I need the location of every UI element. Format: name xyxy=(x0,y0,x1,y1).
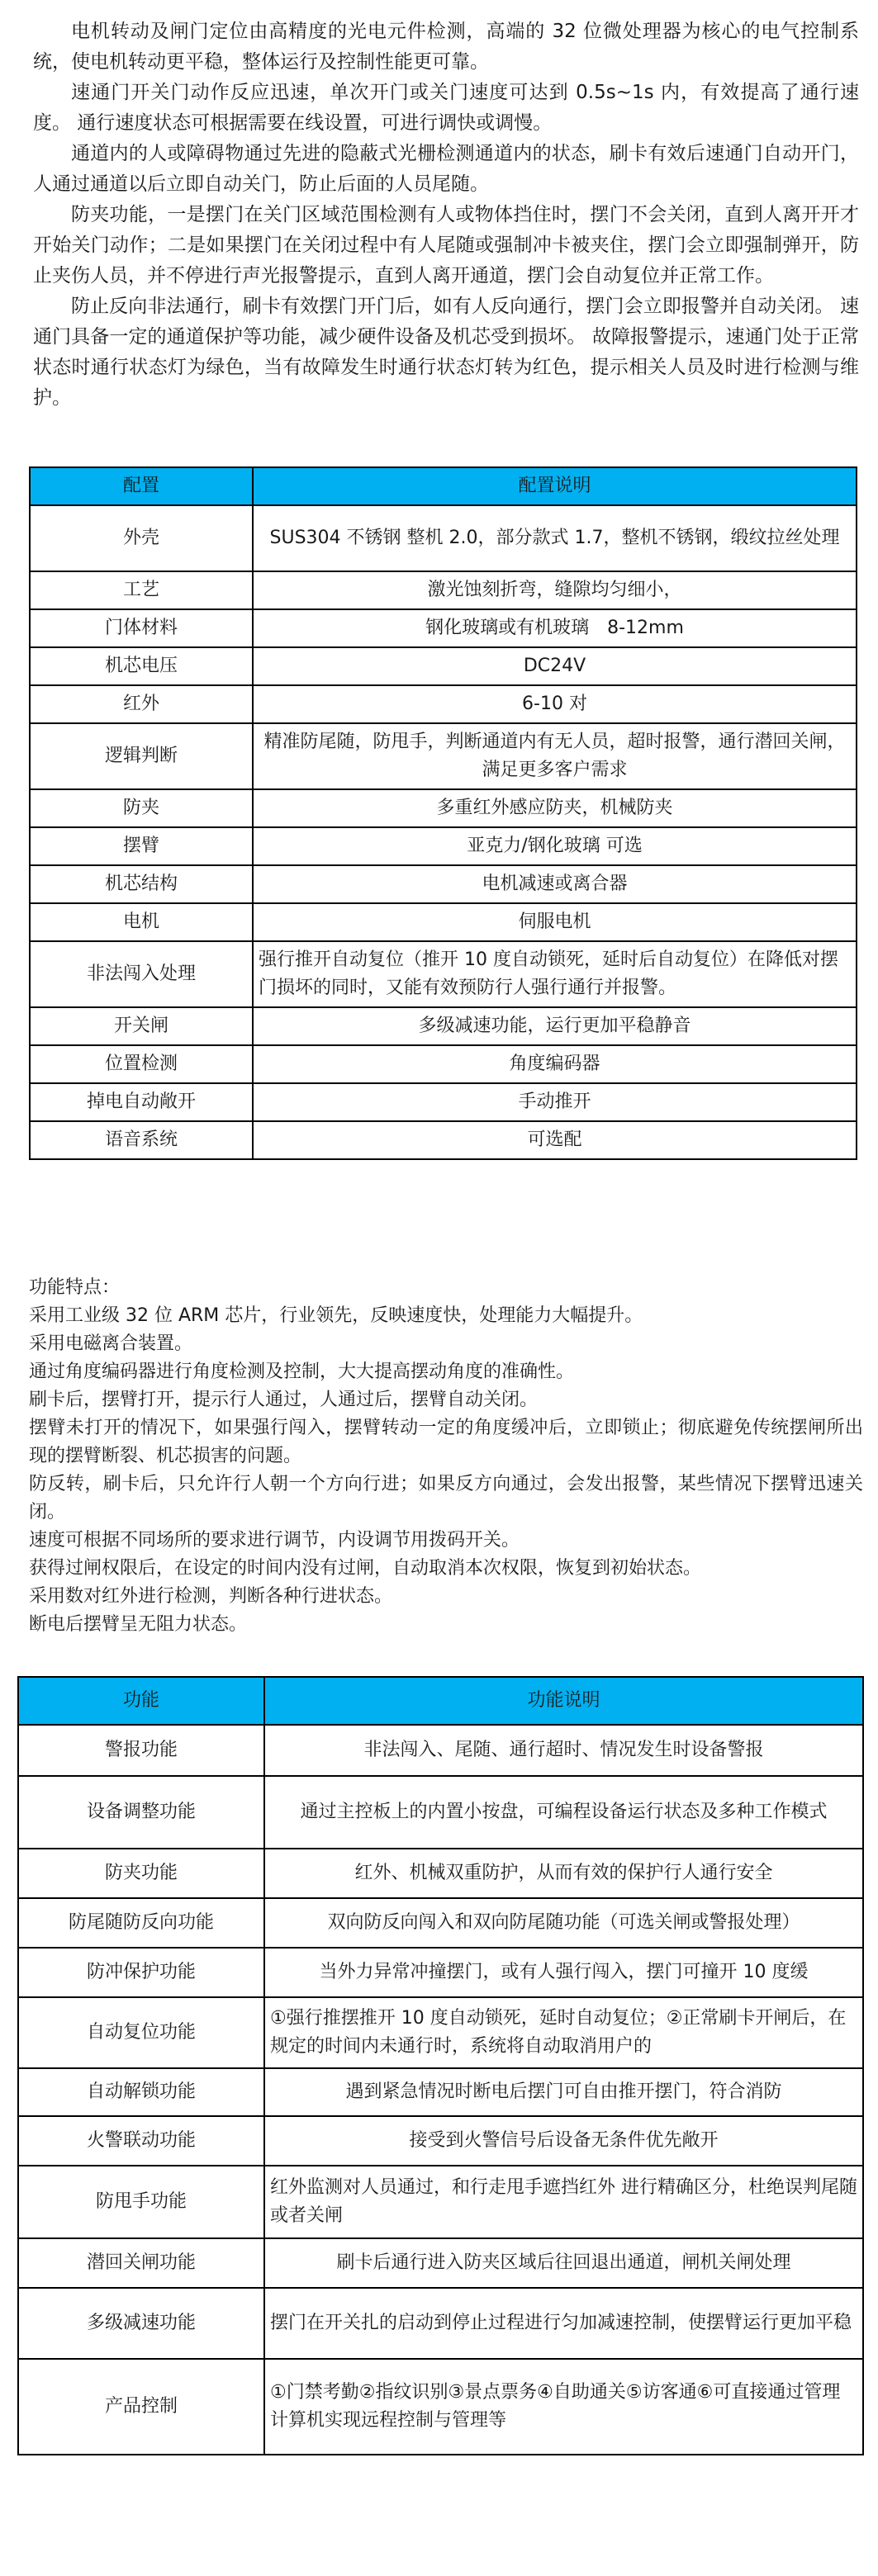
table-row xyxy=(30,685,857,723)
feature-item: 采用工业级 32 位 ARM 芯片，行业领先，反映速度快，处理能力大幅提升。 xyxy=(29,1305,643,1326)
column-header: 配置说明 xyxy=(253,467,857,505)
table-header-row xyxy=(18,1677,863,1725)
table-row xyxy=(18,1997,863,2068)
row-label: 火警联动功能 xyxy=(18,2116,264,2166)
row-value: 角度编码器 xyxy=(253,1045,857,1083)
intro-paragraph: 防夹功能，一是摆门在关门区域范围检测有人或物体挡住时，摆门不会关闭，直到人离开开才开始关门动作；二是如果摆门在关闭过程中有人尾随或强制冲卡被夹住，摆门会立即强制弹开，防止夹伤人员，并不停进行声光报警提示，直到人离开通道，摆门会自动复位并正常工作。 xyxy=(33,204,859,286)
row-value: 伺服电机 xyxy=(253,903,857,941)
row-value: 刷卡后通行进入防夹区域后往回退出通道，闸机关闸处理 xyxy=(264,2238,863,2288)
feature-item: 断电后摆臂呈无阻力状态。 xyxy=(29,1614,248,1635)
row-value: 当外力异常冲撞摆门，或有人强行闯入，摆门可撞开 10 度缓 xyxy=(264,1948,863,1997)
intro-paragraph: 电机转动及闸门定位由高精度的光电元件检测，高端的 32 位微处理器为核心的电气控制系统，使电机转动更平稳，整体运行及控制性能更可靠。 xyxy=(33,21,859,73)
intro-paragraph: 速通门开关门动作反应迅速，单次开门或关门速度可达到 0.5s~1s 内，有效提高了通行速度。 通行速度状态可根据需要在线设置，可进行调快或调慢。 xyxy=(33,82,859,134)
feature-item: 获得过闸权限后，在设定的时间内没有过闸，自动取消本次权限，恢复到初始状态。 xyxy=(29,1558,702,1579)
row-label: 位置检测 xyxy=(30,1045,253,1083)
row-value: 亚克力/钢化玻璃 可选 xyxy=(253,827,857,865)
row-label: 自动复位功能 xyxy=(18,1997,264,2068)
table-row xyxy=(18,2359,863,2455)
table-row xyxy=(18,1725,863,1776)
row-value: 接受到火警信号后设备无条件优先敞开 xyxy=(264,2116,863,2166)
table-header-row xyxy=(30,467,857,505)
row-label: 设备调整功能 xyxy=(18,1776,264,1849)
feature-item: 通过角度编码器进行角度检测及控制，大大提高摆动角度的准确性。 xyxy=(29,1361,575,1382)
table-row xyxy=(18,2068,863,2116)
row-value: 6-10 对 xyxy=(253,685,857,723)
row-label: 产品控制 xyxy=(18,2359,264,2455)
table-row xyxy=(30,723,857,789)
row-value: 强行推开自动复位（推开 10 度自动锁死，延时后自动复位）在降低对摆门损坏的同时，又能有效预防行人强行通行并报警。 xyxy=(253,941,857,1007)
row-label: 语音系统 xyxy=(30,1121,253,1159)
row-value: 多重红外感应防夹，机械防夹 xyxy=(253,789,857,827)
feature-item: 采用电磁离合装置。 xyxy=(29,1333,193,1354)
table-row xyxy=(30,1007,857,1045)
column-header: 配置 xyxy=(30,467,253,505)
table-row xyxy=(18,1849,863,1898)
table-row xyxy=(30,903,857,941)
table-row xyxy=(30,1045,857,1083)
row-value: 手动推开 xyxy=(253,1083,857,1121)
table-row xyxy=(18,2116,863,2166)
table-row xyxy=(30,647,857,685)
row-label: 防尾随防反向功能 xyxy=(18,1898,264,1948)
column-header: 功能 xyxy=(18,1677,264,1725)
table-row xyxy=(18,1776,863,1849)
row-label: 防夹 xyxy=(30,789,253,827)
row-label: 开关闸 xyxy=(30,1007,253,1045)
row-value: 双向防反向闯入和双向防尾随功能（可选关闸或警报处理） xyxy=(264,1898,863,1948)
function-table xyxy=(17,1676,864,2455)
row-value: DC24V xyxy=(253,647,857,685)
row-value: 激光蚀刻折弯，缝隙均匀细小， xyxy=(253,571,857,609)
intro-section xyxy=(33,17,859,414)
table-row xyxy=(30,789,857,827)
row-label: 机芯结构 xyxy=(30,865,253,903)
row-label: 机芯电压 xyxy=(30,647,253,685)
row-value: 多级减速功能，运行更加平稳静音 xyxy=(253,1007,857,1045)
column-header: 功能说明 xyxy=(264,1677,863,1725)
table-row xyxy=(18,2166,863,2238)
features-heading: 功能特点： xyxy=(29,1277,121,1298)
row-value: 非法闯入、尾随、通行超时、情况发生时设备警报 xyxy=(264,1725,863,1776)
row-value: ①门禁考勤②指纹识别③景点票务④自助通关⑤访客通⑥可直接通过管理计算机实现远程控制与管理等 xyxy=(264,2359,863,2455)
row-label: 工艺 xyxy=(30,571,253,609)
row-label: 门体材料 xyxy=(30,609,253,647)
intro-paragraph: 防止反向非法通行，刷卡有效摆门开门后，如有人反向通行，摆门会立即报警并自动关闭。 速通门具备一定的通道保护等功能，减少硬件设备及机芯受到损坏。 故障报警提示，速通门处于正常状态时通行状态灯为绿色，当有故障发生时通行状态灯转为红色，提示相关人员及时进行检测与维护。 xyxy=(33,296,859,409)
row-label: 自动解锁功能 xyxy=(18,2068,264,2116)
table-row xyxy=(30,1121,857,1159)
table-row xyxy=(30,865,857,903)
row-value: 红外监测对人员通过，和行走甩手遮挡红外 进行精确区分，杜绝误判尾随或者关闸 xyxy=(264,2166,863,2238)
row-label: 防夹功能 xyxy=(18,1849,264,1898)
table-row xyxy=(30,609,857,647)
row-label: 非法闯入处理 xyxy=(30,941,253,1007)
row-value: SUS304 不锈钢 整机 2.0，部分款式 1.7，整机不锈钢，缎纹拉丝处理 xyxy=(253,505,857,571)
table-row xyxy=(30,827,857,865)
row-value: 通过主控板上的内置小按盘，可编程设备运行状态及多种工作模式 xyxy=(264,1776,863,1849)
row-label: 潜回关闸功能 xyxy=(18,2238,264,2288)
table-row xyxy=(30,941,857,1007)
feature-item: 速度可根据不同场所的要求进行调节，内设调节用拨码开关。 xyxy=(29,1530,520,1551)
row-label: 防冲保护功能 xyxy=(18,1948,264,1997)
intro-paragraph: 通道内的人或障碍物通过先进的隐蔽式光栅检测通道内的状态，刷卡有效后速通门自动开门，人通过通道以后立即自动关门，防止后面的人员尾随。 xyxy=(33,143,859,195)
config-table xyxy=(29,466,857,1160)
features-section xyxy=(29,1274,863,1639)
row-label: 逻辑判断 xyxy=(30,723,253,789)
row-label: 警报功能 xyxy=(18,1725,264,1776)
feature-item: 刷卡后，摆臂打开，提示行人通过，人通过后，摆臂自动关闭。 xyxy=(29,1390,539,1410)
table-row xyxy=(18,1948,863,1997)
feature-item: 摆臂未打开的情况下，如果强行闯入，摆臂转动一定的角度缓冲后，立即锁止；彻底避免传统摆闸所出现的摆臂断裂、机芯损害的问题。 xyxy=(29,1418,863,1466)
table-row xyxy=(30,571,857,609)
row-value: ①强行推摆推开 10 度自动锁死，延时自动复位；②正常刷卡开闸后，在规定的时间内未通行时，系统将自动取消用户的 xyxy=(264,1997,863,2068)
table-row xyxy=(18,1898,863,1948)
row-label: 多级减速功能 xyxy=(18,2288,264,2359)
table-row xyxy=(18,2288,863,2359)
row-value: 可选配 xyxy=(253,1121,857,1159)
row-value: 电机减速或离合器 xyxy=(253,865,857,903)
feature-item: 防反转，刷卡后，只允许行人朝一个方向行进；如果反方向通过，会发出报警，某些情况下摆臂迅速关闭。 xyxy=(29,1474,863,1522)
table-row xyxy=(18,2238,863,2288)
table-row xyxy=(30,505,857,571)
row-value: 红外、机械双重防护，从而有效的保护行人通行安全 xyxy=(264,1849,863,1898)
table-row xyxy=(30,1083,857,1121)
row-value: 钢化玻璃或有机玻璃 8-12mm xyxy=(253,609,857,647)
row-label: 防甩手功能 xyxy=(18,2166,264,2238)
row-label: 摆臂 xyxy=(30,827,253,865)
row-label: 红外 xyxy=(30,685,253,723)
feature-item: 采用数对红外进行检测，判断各种行进状态。 xyxy=(29,1586,393,1607)
row-label: 掉电自动敞开 xyxy=(30,1083,253,1121)
row-label: 电机 xyxy=(30,903,253,941)
row-value: 遇到紧急情况时断电后摆门可自由推开摆门，符合消防 xyxy=(264,2068,863,2116)
row-value: 摆门在开关扎的启动到停止过程进行匀加减速控制，使摆臂运行更加平稳 xyxy=(264,2288,863,2359)
row-label: 外壳 xyxy=(30,505,253,571)
row-value: 精准防尾随，防甩手，判断通道内有无人员，超时报警，通行潜回关闸，满足更多客户需求 xyxy=(253,723,857,789)
